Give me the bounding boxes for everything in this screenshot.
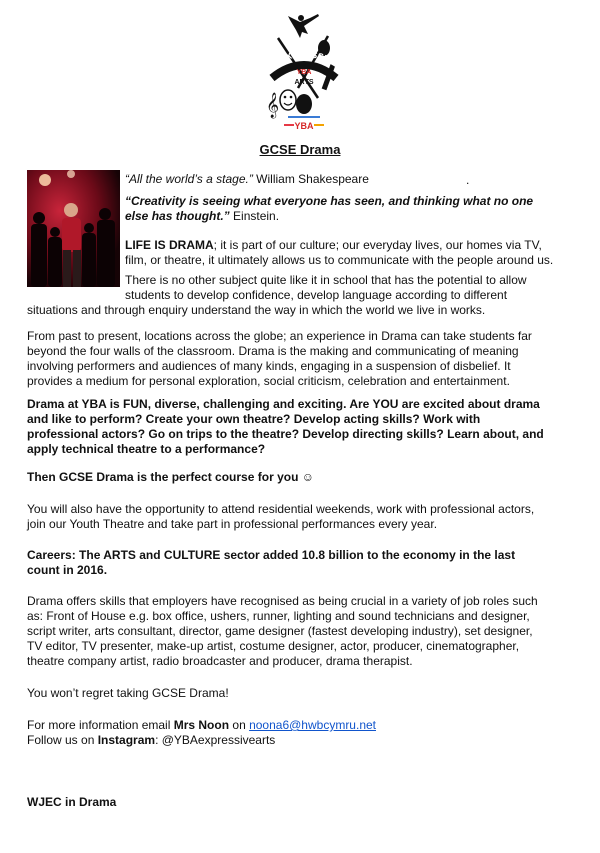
paragraph-line: count in 2016. [27,563,108,577]
drama-at-yba-paragraph [27,397,577,457]
paragraph-line: beyond the four walls of the classroom. Drama is the making and communicating of meaning [27,344,519,358]
life-is-drama-lead: LIFE IS DRAMA [125,238,214,252]
logo-arc-text: EXPRESSIVE [278,48,340,69]
quote-author: Einstein. [229,209,280,223]
paragraph-line: and like to perform? Create your own theatre? Develop acting skills? Work with [27,412,481,426]
paragraph-line: Drama offers skills that employers have recognised as being crucial in a variety of job roles such [27,594,538,608]
contact-on: on [229,718,250,732]
paragraph-line: Careers: The ARTS and CULTURE sector added 10.8 billion to the economy in the last [27,548,516,562]
yba-expressive-arts-logo [258,8,350,136]
paragraph-line: professional actors? Go on trips to the theatre? Develop directing skills? Learn about, and [27,427,544,441]
paragraph-line: theatre company artist, radio broadcaster and producer, drama therapist. [27,654,413,668]
no-other-subject-paragraph-end: situations and through enquiry understand the way in which the world we live in works. [27,303,486,317]
logo-yba-top: YBA [296,69,312,76]
paragraph-line: ; it is part of our culture; our everyday lives, our homes via TV, [213,238,542,252]
contact-name: Mrs Noon [173,718,230,732]
paragraph-line: There is no other subject quite like it in school that has the potential to allow [125,273,527,287]
paragraph-line: film, or theatre, it ultimately allows us to communicate with the people around us. [125,253,554,267]
einstein-quote [125,194,575,224]
quote-text-line-1: “Creativity is seeing what everyone has seen, and thinking what no one [125,194,534,208]
life-is-drama-paragraph [125,238,575,268]
contact-paragraph [27,718,577,748]
paragraph-line: involving performers and audiences of many kinds, engaging in a suspension of disbelief. It [27,359,511,373]
page-title: GCSE Drama [259,142,341,157]
quote-author: William Shakespeare [252,172,369,186]
logo-arts-text: ARTS [294,79,314,86]
email-link[interactable]: noona6@hwbcymru.net [249,718,376,732]
careers-paragraph [27,548,577,578]
paragraph-line: apply technical theatre to a performance? [27,442,266,456]
paragraph-line: provides a medium for personal exploration, social criticism, celebration and entertainment. [27,374,510,388]
wjec-heading: WJEC in Drama [27,795,117,809]
paragraph-line: script writer, arts consultant, director, game designer (fastest developing industry), set designer, [27,624,533,638]
shakespeare-quote [125,172,575,187]
treble-clef-icon: 𝄞 [266,93,280,118]
perfect-course-line: Then GCSE Drama is the perfect course for you ☺ [27,470,314,484]
logo-yba-bottom: YBA [294,121,314,131]
instagram-label: Instagram [97,733,156,747]
no-other-subject-paragraph [125,273,575,303]
quote-text-line-2: else has thought.” [125,209,230,223]
paragraph-line: join our Youth Theatre and take part in professional performances every year. [27,517,438,531]
quote-text: “All the world’s a stage.” [125,172,253,186]
opportunity-paragraph [27,502,577,532]
paragraph-line: You will also have the opportunity to attend residential weekends, work with professional actors, [27,502,535,516]
paragraph-line: Drama at YBA is FUN, diverse, challenging and exciting. Are YOU are excited about drama [27,397,540,411]
dancer-icon [288,14,319,38]
instagram-handle[interactable]: : @YBAexpressivearts [155,733,276,747]
past-to-present-paragraph [27,329,577,389]
skills-paragraph [27,594,577,669]
performance-photo [27,170,120,287]
paragraph-line: From past to present, locations across the globe; an experience in Drama can take students far [27,329,532,343]
paragraph-line: as: Front of House e.g. box office, ushers, runner, lighting and sound technicians and designer, [27,609,530,623]
follow-prefix: Follow us on [27,733,98,747]
contact-prefix: For more information email [27,718,174,732]
no-regret-line: You won’t regret taking GCSE Drama! [27,686,229,700]
paragraph-line: students to develop confidence, develop language according to different [125,288,508,302]
theatre-masks-icon [280,90,312,114]
paragraph-line: TV editor, TV presenter, make-up artist, costume designer, actor, producer, cinematographer, [27,639,520,653]
